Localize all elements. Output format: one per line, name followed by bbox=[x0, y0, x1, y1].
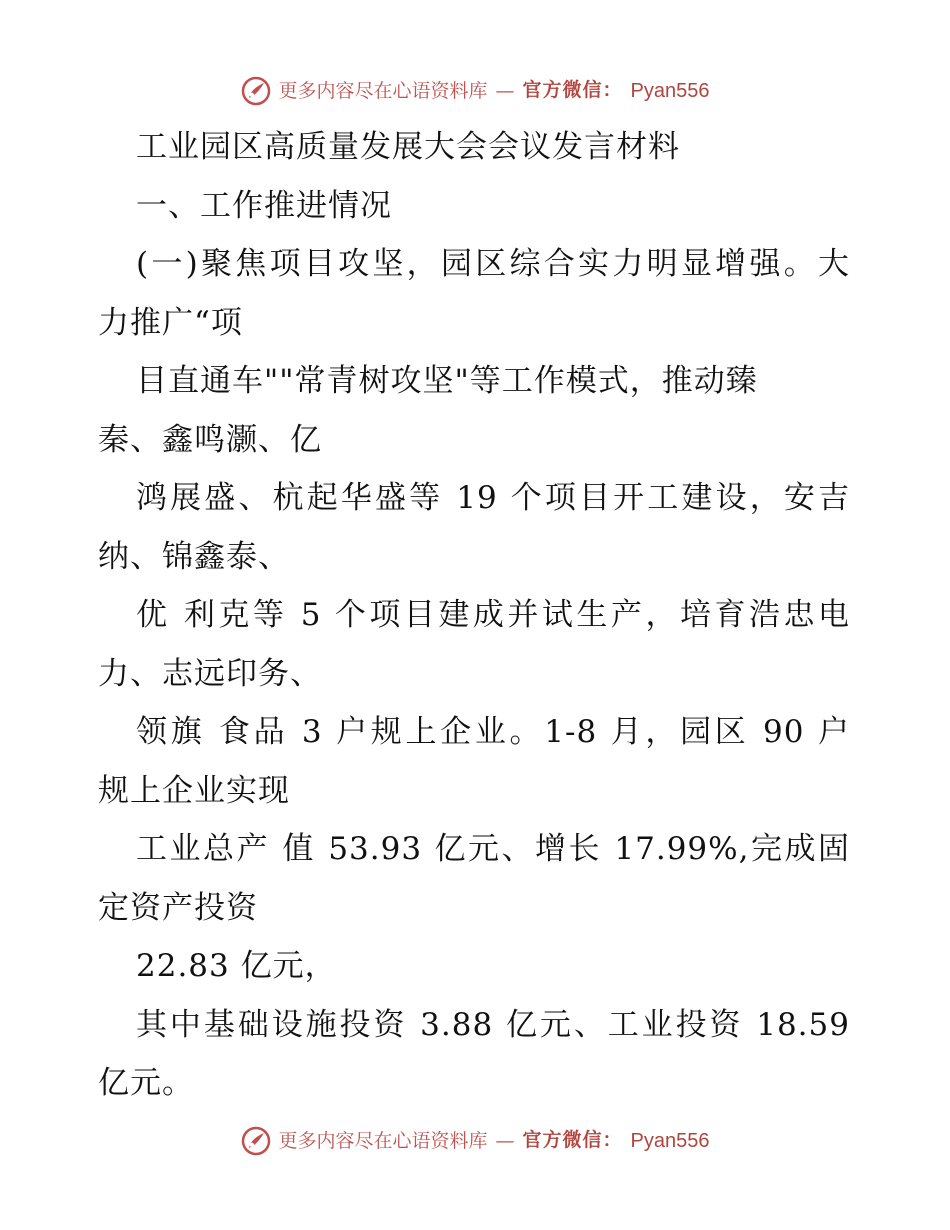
paragraph-line: 力、志远印务、 bbox=[98, 655, 322, 692]
paragraph-line: 亿元。 bbox=[98, 1065, 194, 1101]
paragraph-line: 规上企业实现 bbox=[98, 772, 290, 809]
flame-pen-logo-icon bbox=[241, 1126, 271, 1156]
paragraph-line: 领旗 食品 3 户规上企业。1-8 月，园区 90 户 bbox=[136, 714, 850, 750]
wechat-id: Pyan556 bbox=[630, 80, 710, 102]
watermark-text: 更多内容尽在心语资料库 bbox=[278, 1130, 488, 1152]
paragraph-line: 工业总产 值 53.93 亿元、增长 17.99%,完成固 bbox=[136, 831, 850, 867]
paragraph-line: 22.83 亿元， bbox=[136, 948, 337, 984]
paragraph-line: 优 利克等 5 个项目建成并试生产，培育浩忠电 bbox=[136, 597, 850, 633]
watermark-banner-bottom bbox=[0, 1126, 950, 1156]
paragraph-line: 秦、鑫鸣灏、亿 bbox=[98, 421, 322, 458]
paragraph-line: 纳、锦鑫泰、 bbox=[98, 538, 290, 575]
paragraph-line: 其中基础设施投资 3.88 亿元、工业投资 18.59 bbox=[136, 1006, 850, 1043]
paragraph-line: 力推广“项 bbox=[98, 304, 243, 341]
flame-pen-logo-icon bbox=[241, 76, 271, 106]
document-body bbox=[98, 118, 850, 1113]
wechat-label: 官方微信： bbox=[522, 80, 623, 101]
paragraph-line: (一)聚焦项目攻坚，园区综合实力明显增强。大 bbox=[136, 246, 850, 282]
watermark-text: 更多内容尽在心语资料库 bbox=[278, 80, 488, 102]
paragraph-line: 鸿展盛、杭起华盛等 19 个项目开工建设，安吉 bbox=[136, 480, 850, 516]
watermark-dash: — bbox=[495, 1130, 515, 1152]
wechat-id: Pyan556 bbox=[630, 1130, 710, 1152]
watermark-dash: — bbox=[495, 80, 515, 102]
document-title: 工业园区高质量发展大会会议发言材料 bbox=[136, 129, 680, 165]
watermark-banner-top bbox=[0, 76, 950, 106]
wechat-label: 官方微信： bbox=[522, 1130, 623, 1151]
paragraph-line: 目直通车""常青树攻坚"等工作模式，推动臻 bbox=[136, 363, 758, 399]
paragraph-line: 定资产投资 bbox=[98, 889, 258, 926]
section-heading: 一、工作推进情况 bbox=[136, 187, 392, 224]
